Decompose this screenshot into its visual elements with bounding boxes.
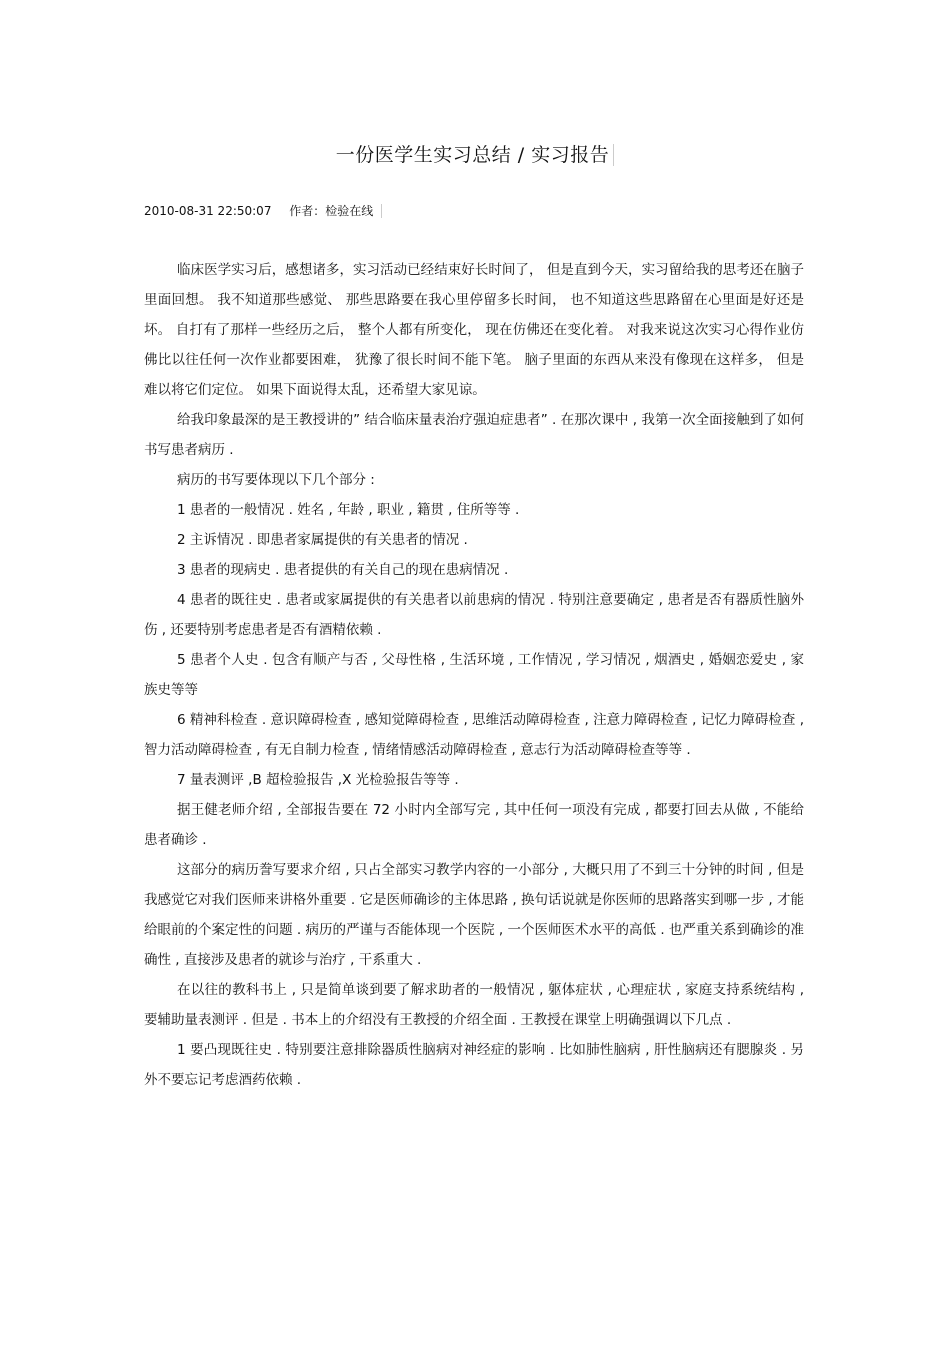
paragraph: 临床医学实习后，感想诸多，实习活动已经结束好长时间了， 但是直到今天，实习留给我的思考还在脑子里面回想。 我不知道那些感觉、 那些思路要在我心里停留多长时间， 也不知道这些思路留在心里面是好还是坏。 自打有了那样一些经历之后， 整个人都有所变化， 现在仿佛还在变化着。 对我来说这次实习心得作业仿佛比以往任何一次作业都要困难， 犹豫了很长时间不能下笔。 脑子里面的东西从来没有像现在这样多， 但是难以将它们定位。 如果下面说得太乱，还希望大家见谅。	[144, 262, 804, 398]
paragraph: 病历的书写要体现以下几个部分 :	[177, 472, 375, 488]
author: 作者：检验在线	[289, 204, 382, 218]
paragraph: 6 精神科检查 . 意识障碍检查 , 感知觉障碍检查 , 思维活动障碍检查 , 注意力障碍检查 , 记忆力障碍检查 , 智力活动障碍检查 , 有无自制力检查 , 情绪情感活动障碍检查 , 意志行为活动障碍检查等等 .	[144, 712, 804, 758]
paragraph: 4 患者的既往史 . 患者或家属提供的有关患者以前患病的情况 . 特别注意要确定 , 患者是否有器质性脑外伤 , 还要特别考虑患者是否有酒精依赖 .	[144, 592, 804, 638]
paragraph: 2 主诉情况 . 即患者家属提供的有关患者的情况 .	[177, 532, 468, 548]
paragraph: 5 患者个人史 . 包含有顺产与否 , 父母性格 , 生活环境 , 工作情况 , 学习情况 , 烟酒史 , 婚姻恋爱史 , 家族史等等	[144, 652, 804, 698]
document-meta	[144, 202, 382, 219]
paragraph: 在以往的教科书上 , 只是简单谈到要了解求助者的一般情况 , 躯体症状 , 心理症状 , 家庭支持系统结构 , 要辅助量表测评 . 但是 . 书本上的介绍没有王教授的介绍全面 . 王教授在课堂上明确强调以下几点 .	[144, 982, 804, 1028]
publish-date: 2010-08-31 22:50:07	[144, 204, 272, 218]
document-title	[0, 140, 950, 167]
paragraph: 给我印象最深的是王教授讲的” 结合临床量表治疗强迫症患者” . 在那次课中 , 我第一次全面接触到了如何书写患者病历 .	[144, 412, 804, 458]
document-body	[144, 255, 804, 1095]
paragraph: 7 量表测评 ,B 超检验报告 ,X 光检验报告等等 .	[177, 772, 459, 788]
document-title-text: 一份医学生实习总结 / 实习报告	[336, 144, 614, 166]
paragraph: 1 要凸现既往史 . 特别要注意排除器质性脑病对神经症的影响 . 比如肺性脑病 , 肝性脑病还有腮腺炎 . 另外不要忘记考虑酒药依赖 .	[144, 1042, 804, 1088]
paragraph: 这部分的病历誊写要求介绍 , 只占全部实习教学内容的一小部分 , 大概只用了不到三十分钟的时间 , 但是我感觉它对我们医师来讲格外重要 . 它是医师确诊的主体思路 , 换句话说就是你医师的思路落实到哪一步 , 才能给眼前的个案定性的问题 . 病历的严谨与否能体现一个医院 , 一个医师医术水平的高低 . 也严重关系到确诊的准确性 , 直接涉及患者的就诊与治疗 , 干系重大 .	[144, 862, 804, 968]
paragraph: 1 患者的一般情况 . 姓名 , 年龄 , 职业 , 籍贯 , 住所等等 .	[177, 502, 520, 518]
paragraph: 据王健老师介绍 , 全部报告要在 72 小时内全部写完 , 其中任何一项没有完成 , 都要打回去从做 , 不能给患者确诊 .	[144, 802, 804, 848]
paragraph: 3 患者的现病史 . 患者提供的有关自己的现在患病情况 .	[177, 562, 509, 578]
